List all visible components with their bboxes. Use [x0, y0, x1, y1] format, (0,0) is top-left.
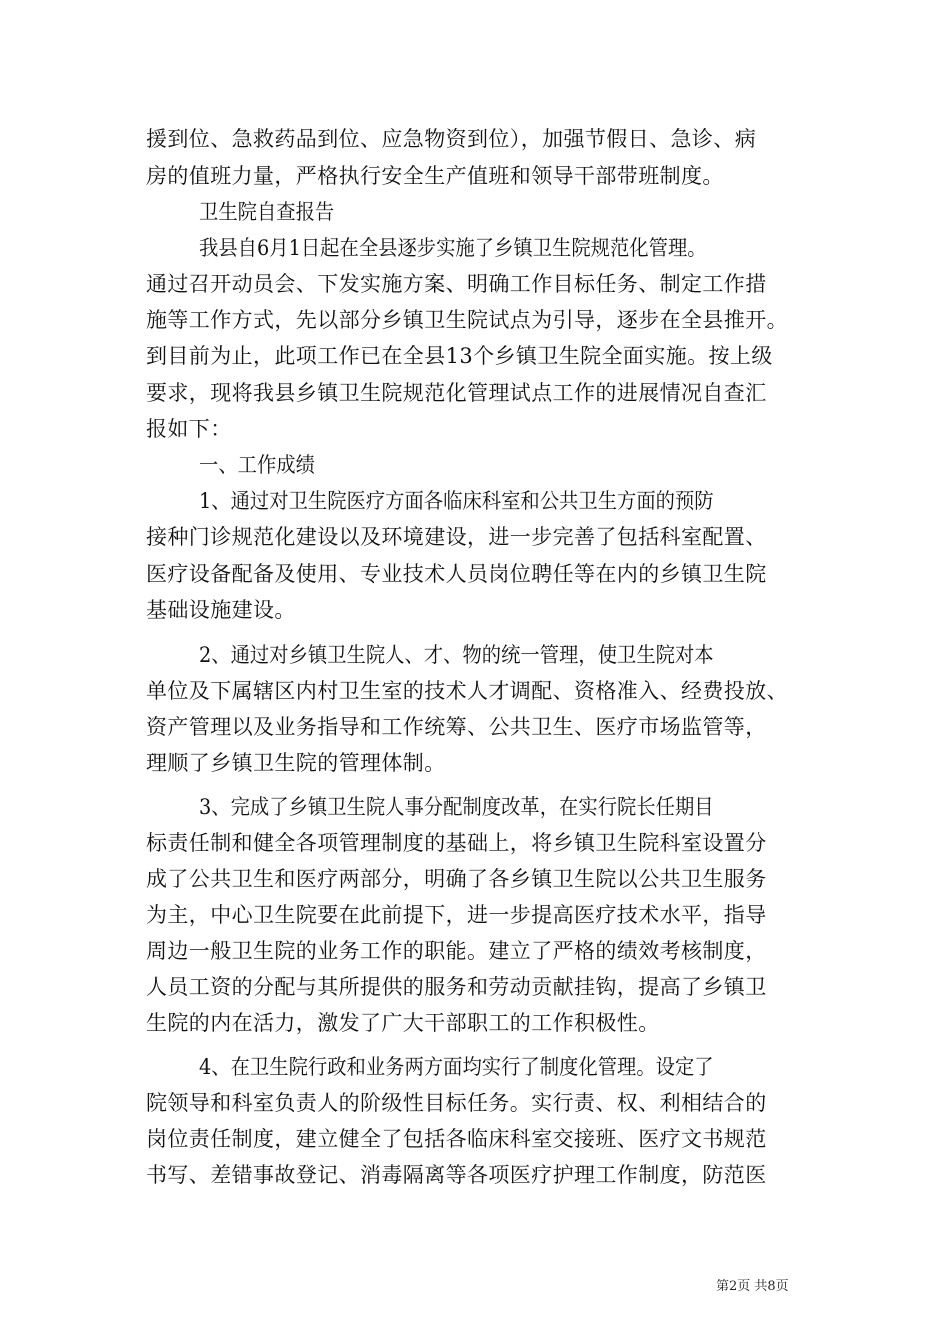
text-line: 援到位、急救药品到位、应急物资到位），加强节假日、急诊、病	[146, 127, 757, 151]
text-line: 接种门诊规范化建设以及环境建设，进一步完善了包括科室配置、	[146, 525, 767, 549]
text-line: 1、通过对卫生院医疗方面各临床科室和公共卫生方面的预防	[199, 489, 714, 513]
text-line: 资产管理以及业务指导和工作统筹、公共卫生、医疗市场监管等，	[146, 715, 767, 739]
text-line: 单位及下属辖区内村卫生室的技术人才调配、资格准入、经费投放、	[146, 679, 788, 703]
text-line: 成了公共卫生和医疗两部分，明确了各乡镇卫生院以公共卫生服务	[146, 867, 767, 891]
text-line: 医疗设备配备及使用、专业技术人员岗位聘任等在内的乡镇卫生院	[146, 562, 767, 586]
text-line: 周边一般卫生院的业务工作的职能。建立了严格的绩效考核制度，	[146, 939, 767, 963]
text-line: 生院的内在活力，激发了广大干部职工的工作积极性。	[146, 1011, 660, 1035]
text-line: 为主，中心卫生院要在此前提下，进一步提高医疗技术水平，指导	[146, 903, 767, 927]
text-line: 基础设施建设。	[146, 598, 296, 622]
section-title: 卫生院自查报告	[199, 200, 335, 224]
text-line: 人员工资的分配与其所提供的服务和劳动贡献挂钩，提高了乡镇卫	[146, 975, 767, 999]
text-line: 4、在卫生院行政和业务两方面均实行了制度化管理。设定了	[199, 1055, 714, 1079]
text-line: 2、通过对乡镇卫生院人、才、物的统一管理，使卫生院对本	[199, 643, 714, 667]
text-line: 岗位责任制度，建立健全了包括各临床科室交接班、医疗文书规范	[146, 1127, 767, 1151]
text-line: 到目前为止，此项工作已在全县13个乡镇卫生院全面实施。按上级	[146, 344, 773, 368]
text-line: 3、完成了乡镇卫生院人事分配制度改革，在实行院长任期目	[199, 795, 714, 819]
text-line: 施等工作方式，先以部分乡镇卫生院试点为引导，逐步在全县推开。	[146, 308, 788, 332]
text-line: 要求，现将我县乡镇卫生院规范化管理试点工作的进展情况自查汇	[146, 381, 767, 405]
text-line: 通过召开动员会、下发实施方案、明确工作目标任务、制定工作措	[146, 272, 767, 296]
text-line: 房的值班力量，严格执行安全生产值班和领导干部带班制度。	[146, 164, 724, 188]
text-line: 标责任制和健全各项管理制度的基础上，将乡镇卫生院科室设置分	[146, 831, 767, 855]
text-line: 院领导和科室负责人的阶级性目标任务。实行责、权、利相结合的	[146, 1091, 767, 1115]
section-heading: 一、工作成绩	[199, 453, 315, 477]
text-line: 报如下：	[146, 417, 232, 441]
page-number: 第2页 共8页	[716, 1279, 789, 1294]
text-line: 我县自6月1日起在全县逐步实施了乡镇卫生院规范化管理。	[199, 236, 707, 260]
text-line: 书写、差错事故登记、消毒隔离等各项医疗护理工作制度，防范医	[146, 1163, 767, 1187]
text-line: 理顺了乡镇卫生院的管理体制。	[146, 751, 446, 775]
